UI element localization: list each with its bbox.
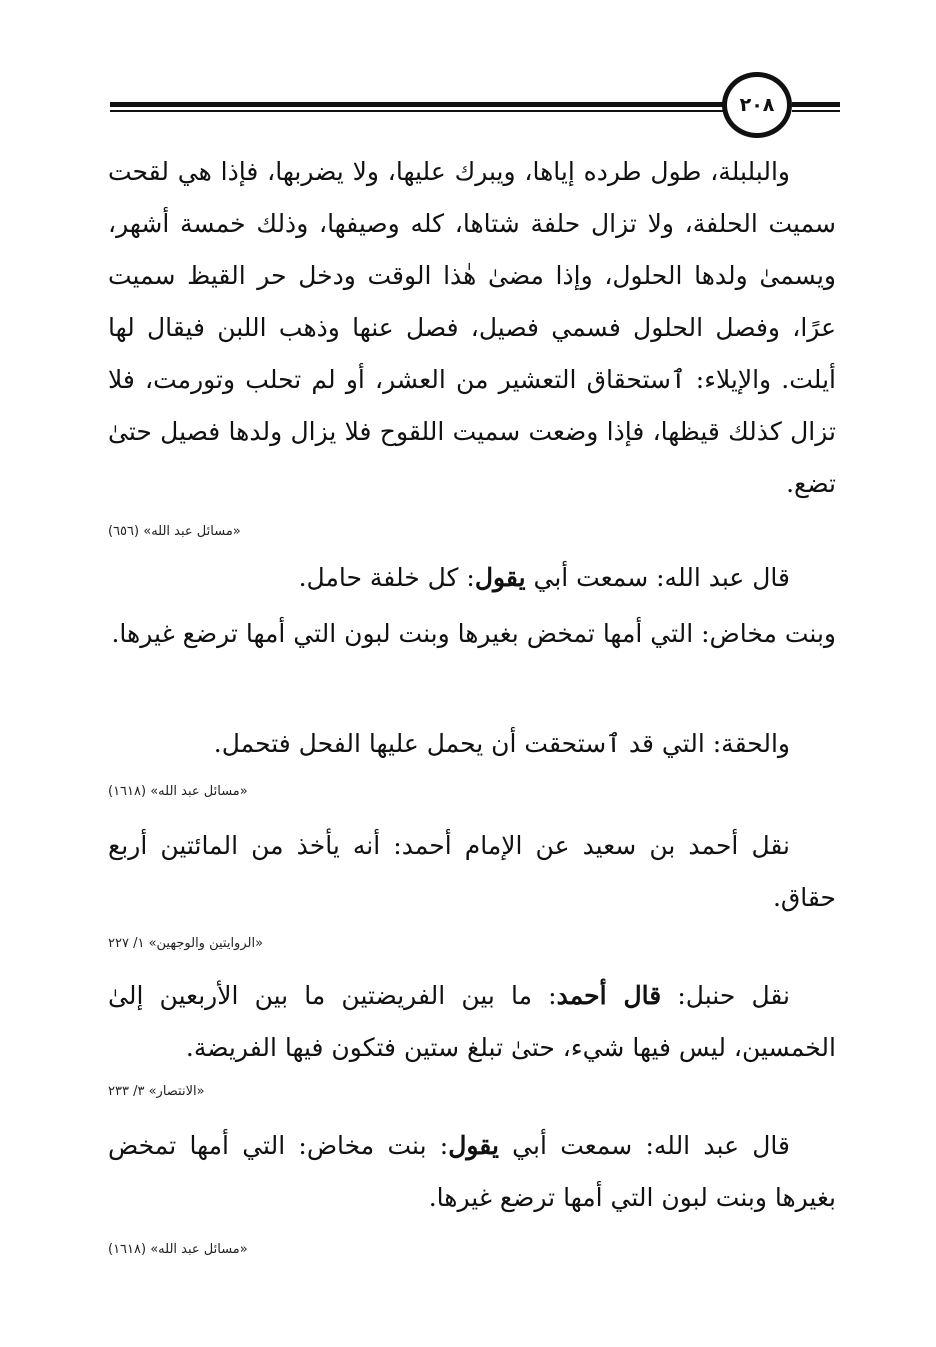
paragraph-narration-ahmad: نقل أحمد بن سعيد عن الإمام أحمد: أنه يأخذ من المائتين أربع حقاق. bbox=[108, 831, 836, 912]
paragraph-definition-hiqqa: والحقة: التي قد ٱستحقت أن يحمل عليها الفحل فتحمل. bbox=[213, 729, 790, 758]
paragraph-narration-abdullah bbox=[108, 1120, 836, 1224]
source-citation bbox=[108, 1082, 836, 1102]
header-rule-end-thin bbox=[792, 110, 840, 112]
paragraph-camel-stages: والبلبلة، طول طرده إياها، ويبرك عليها، ولا يضربها، فإذا هي لقحت سميت الحلفة، ولا تزال حلفة شتاها، كله وصيفها، وذلك خمسة أشهر، ويسمىٰ ولدها الحلول، وإذا مضىٰ هٰذا الوقت ودخل حر القيظ سميت عرًا، وفصل الحلول فسمي فصيل، فصل عنها وذهب اللبن فيقال لها أيلت. والإيلاء: ٱستحقاق التعشير من العشر، أو لم تحلب وتورمت، فلا تزال كذلك قيظها، فإذا وضعت سميت اللقوح فلا يزال ولدها فصيل حتىٰ تضع. bbox=[108, 157, 836, 498]
narration-tail: : بنت مخاض: التي أمها تمخض بغيرها وبنت لبون التي أمها ترضع غيرها. bbox=[108, 1131, 836, 1212]
source-citation bbox=[108, 1240, 836, 1260]
source-citation-text: «الروايتين والوجهين» ١/ ٢٢٧ bbox=[108, 936, 264, 951]
paragraph-narration bbox=[108, 552, 836, 604]
header-rule-end bbox=[792, 102, 840, 107]
paragraph-definition-makhad: وبنت مخاض: التي أمها تمخض بغيرها وبنت لبون التي أمها ترضع غيرها. bbox=[111, 619, 836, 648]
narration-lead: نقل حنبل: bbox=[661, 981, 790, 1010]
source-citation-text: «الانتصار» ٣/ ٢٣٣ bbox=[108, 1084, 205, 1099]
narration-bold: قال أحمد bbox=[556, 981, 662, 1010]
header-rule bbox=[110, 102, 724, 107]
narration-tail: : ما بين الفريضتين ما بين الأربعين إلىٰ الخمسين، ليس فيها شيء، حتىٰ تبلغ ستين فتكون فيها الفريضة. bbox=[108, 981, 836, 1062]
source-citation bbox=[108, 782, 836, 802]
source-citation-text: «مسائل عبد الله» (٦٥٦) bbox=[108, 524, 241, 539]
paragraph-narration-hanbal bbox=[108, 970, 836, 1074]
page-number: ٢٠٨ bbox=[722, 72, 792, 138]
source-citation-text: «مسائل عبد الله» (١٦١٨) bbox=[108, 1242, 248, 1257]
narration-lead: قال عبد الله: سمعت أبي bbox=[498, 1131, 790, 1160]
source-citation bbox=[108, 934, 836, 954]
narration-bold: يقول bbox=[474, 563, 526, 592]
page-header bbox=[100, 68, 840, 138]
header-rule-thin bbox=[110, 110, 724, 112]
source-citation bbox=[108, 522, 836, 542]
source-citation-text: «مسائل عبد الله» (١٦١٨) bbox=[108, 784, 248, 799]
narration-bold: يقول bbox=[448, 1131, 499, 1160]
narration-tail: : كل خلفة حامل. bbox=[298, 563, 475, 592]
narration-lead: قال عبد الله: سمعت أبي bbox=[525, 563, 790, 592]
